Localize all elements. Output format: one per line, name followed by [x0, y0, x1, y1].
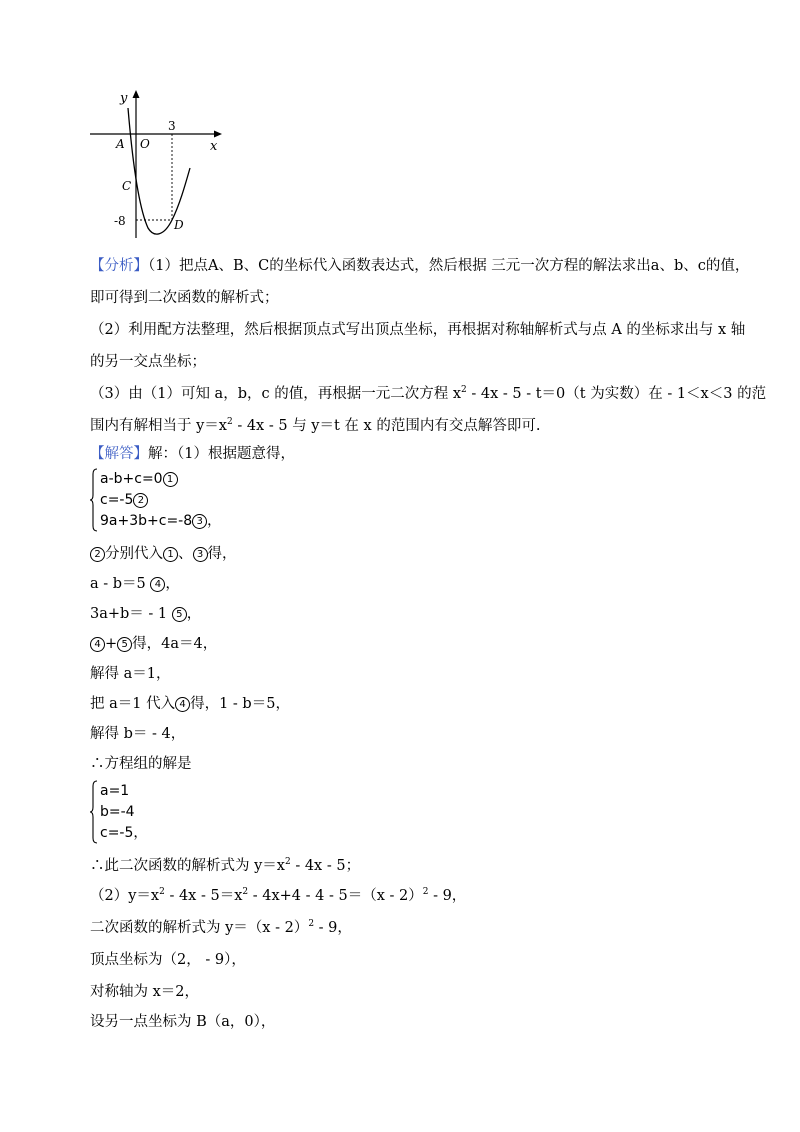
- circled-2: 2: [133, 493, 148, 508]
- sys1-row-3: 9a+3b+c=-8 3 ，: [100, 513, 222, 529]
- sys1-row-2: c=-5 2: [100, 490, 148, 510]
- answer-tag: 【解答】: [90, 446, 148, 462]
- answer-line-13: 对称轴为 x＝2，: [90, 984, 200, 1000]
- sys1-row-1: a-b+c=0 1: [100, 469, 178, 489]
- analysis-text-5a: （3）由（1）可知 a，b，c 的值，再根据一元二次方程 x: [90, 386, 462, 402]
- analysis-text-5b: - 4x - 5 - t＝0（t 为实数）在 - 1＜x＜3 的范: [466, 386, 767, 402]
- brace-1: [90, 468, 98, 532]
- analysis-line-3: （2）利用配方法整理，然后根据顶点式写出顶点坐标，再根据对称轴解析式与点 A 的坐标求出与 x 轴: [90, 322, 746, 338]
- parabola-graph: [86, 86, 236, 242]
- answer-line-8: ∴方程组的解是: [90, 756, 192, 772]
- circled-1: 1: [163, 472, 178, 487]
- circled-5: 5: [172, 607, 187, 622]
- circled-5: 5: [117, 637, 132, 652]
- analysis-line-1: [90, 256, 749, 276]
- analysis-text-6b: - 4x - 5 与 y＝t 在 x 的范围内有交点解答即可.: [232, 418, 541, 434]
- label-a: A: [116, 137, 125, 151]
- circled-4: 4: [175, 697, 190, 712]
- analysis-text-6a: 围内有解相当于 y＝x: [90, 418, 227, 434]
- analysis-text-1: （1）把点A、B、C的坐标代入函数表达式，然后根据 三元一次方程的解法求出a、b、c的值，: [148, 258, 750, 274]
- circled-3: 3: [192, 514, 207, 529]
- circled-4: 4: [150, 577, 165, 592]
- y-axis-arrow: [133, 90, 140, 98]
- equation-system-1: [90, 468, 290, 532]
- answer-line-14: 设另一点坐标为 B（a，0），: [90, 1014, 276, 1030]
- sys2-row-3: c=-5，: [100, 825, 148, 841]
- brace-2: [90, 780, 98, 844]
- analysis-sup-5: 2: [461, 385, 467, 395]
- answer-line-4: 4 + 5 得，4a＝4，: [90, 634, 217, 654]
- answer-line-10: $(2)y=x^2 - 4x - 5=x^2 - 4x+4 - 4 - 5=(x - 2)^2 - 9$，: [90, 887, 467, 904]
- label-d: D: [174, 218, 184, 232]
- label-origin: O: [140, 137, 150, 151]
- answer-line-5: 解得 a＝1，: [90, 666, 171, 682]
- analysis-line-4: 的另一交点坐标；: [90, 354, 206, 370]
- label-c: C: [122, 179, 132, 193]
- x-axis-arrow: [214, 131, 222, 138]
- parabola-figure: [86, 86, 236, 242]
- label-y: y: [120, 91, 128, 106]
- answer-line-9: ∴此二次函数的解析式为 $y=x^2 - 4x - 5$；: [90, 857, 361, 874]
- analysis-line-6: [90, 416, 540, 436]
- answer-line-11: 二次函数的解析式为 y＝（x - 2）$^2$ - 9，: [90, 919, 352, 936]
- circled-1: 1: [163, 547, 178, 562]
- analysis-sup-6: 2: [226, 417, 233, 427]
- circled-3: 3: [193, 547, 208, 562]
- sys2-row-1: a=1: [100, 783, 130, 799]
- circled-4: 4: [90, 637, 105, 652]
- label-3: 3: [168, 119, 176, 133]
- answer-line-12: 顶点坐标为（2， - 9），: [90, 952, 246, 968]
- equation-system-2: [90, 780, 290, 844]
- sys2-row-2: b=-4: [100, 804, 135, 820]
- answer-line-3: 3a+b＝ - 1 5 ，: [90, 606, 202, 622]
- answer-line-6: 把 a＝1 代入 4 得，1 - b＝5，: [90, 696, 290, 712]
- label-neg8: -8: [114, 214, 126, 228]
- circled-2: 2: [90, 547, 105, 562]
- answer-line-7: 解得 b＝ - 4，: [90, 726, 186, 742]
- answer-line-1: 2 分别代入 1 、 3 得，: [90, 544, 237, 564]
- answer-line-2: a - b＝5 4 ，: [90, 576, 180, 592]
- analysis-line-2: 即可得到二次函数的解析式；: [90, 290, 279, 306]
- analysis-tag: 【分析】: [90, 258, 148, 274]
- answer-line-intro: [90, 444, 295, 464]
- parabola-curve-main: [128, 108, 190, 234]
- answer-intro: 解：（1）根据题意得，: [148, 446, 295, 462]
- analysis-line-5: [90, 384, 766, 404]
- label-x: x: [210, 139, 218, 154]
